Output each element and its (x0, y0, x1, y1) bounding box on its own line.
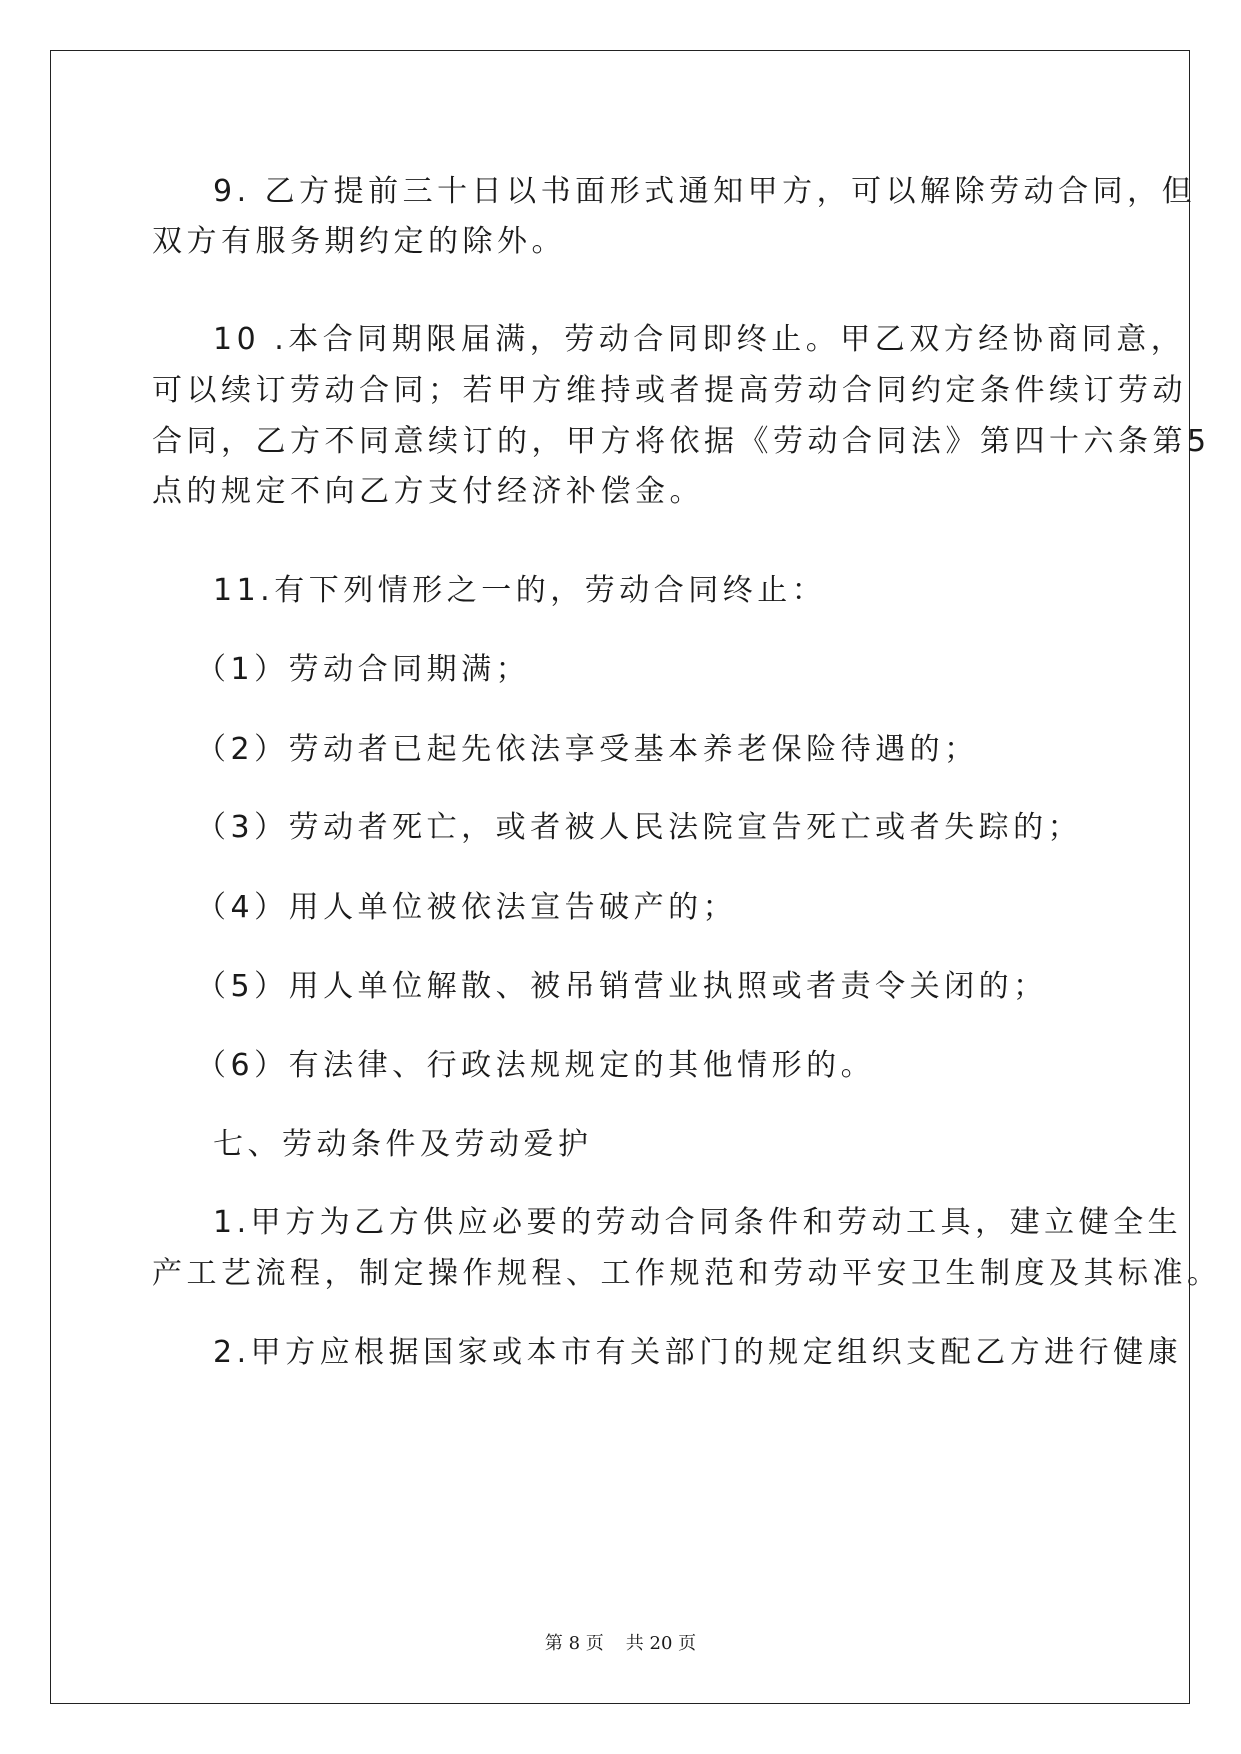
clause-9-line-2: 双方有服务期约定的除外。 (152, 224, 566, 259)
clause-11-item-1: （1）劳动合同期满； (196, 652, 531, 687)
section-7-clause-1-line-1: 1.甲方为乙方供应必要的劳动合同条件和劳动工具，建立健全生 (213, 1205, 1183, 1240)
clause-11-item-5: （5）用人单位解散、被吊销营业执照或者责令关闭的； (196, 969, 1048, 1004)
clause-10-line-2: 可以续订劳动合同；若甲方维持或者提高劳动合同约定条件续订劳动 (152, 373, 1187, 408)
section-7-clause-2-line-1: 2.甲方应根据国家或本市有关部门的规定组织支配乙方进行健康 (213, 1335, 1183, 1370)
page-footer (0, 1632, 1241, 1656)
clause-10-line-3: 合同，乙方不同意续订的，甲方将依据《劳动合同法》第四十六条第5 (152, 424, 1211, 459)
clause-11-item-2: （2）劳动者已起先依法享受基本养老保险待遇的； (196, 732, 979, 767)
page-border (50, 50, 1190, 1704)
page-number: 第 8 页 (544, 1633, 604, 1654)
page-total: 共 20 页 (625, 1633, 697, 1654)
clause-11-item-4: （4）用人单位被依法宣告破产的； (196, 890, 738, 925)
clause-11-item-6: （6）有法律、行政法规规定的其他情形的。 (196, 1048, 876, 1083)
section-7-heading: 七、劳动条件及劳动爱护 (213, 1127, 593, 1162)
clause-11-heading: 11.有下列情形之一的，劳动合同终止： (213, 573, 827, 608)
clause-10-line-1: 10 .本合同期限届满，劳动合同即终止。甲乙双方经协商同意， (213, 322, 1186, 357)
clause-9-line-1: 9. 乙方提前三十日以书面形式通知甲方，可以解除劳动合同，但 (213, 174, 1197, 209)
section-7-clause-1-line-2: 产工艺流程，制定操作规程、工作规范和劳动平安卫生制度及其标准。 (152, 1256, 1222, 1291)
clause-11-item-3: （3）劳动者死亡，或者被人民法院宣告死亡或者失踪的； (196, 810, 1083, 845)
clause-10-line-4: 点的规定不向乙方支付经济补偿金。 (152, 474, 704, 509)
